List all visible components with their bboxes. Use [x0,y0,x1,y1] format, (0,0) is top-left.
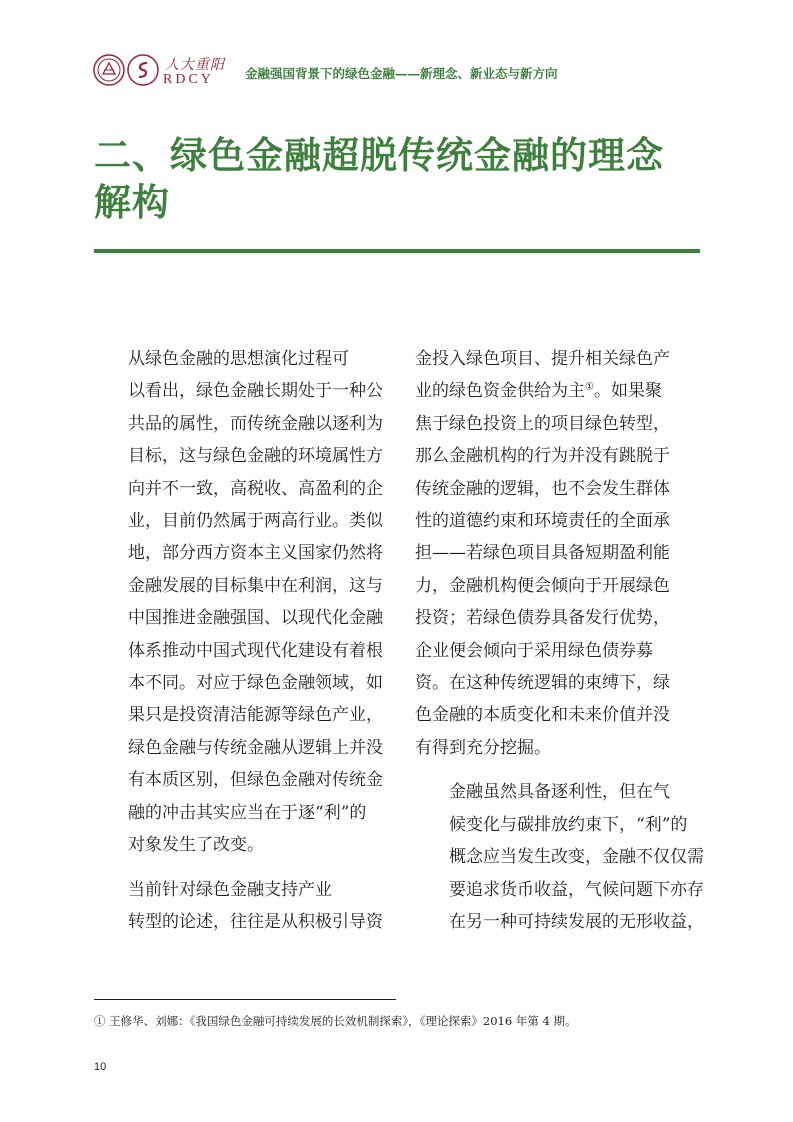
footnote: ① 王修华、刘娜：《我国绿色金融可持续发展的长效机制探索》，《理论探索》2016 年第 4 期。 [94,1014,577,1028]
text-fragment: 。如果聚 [593,381,662,402]
text-line: 业，目前仍然属于两高行业。类似 [128,511,383,532]
text-line: 企业便会倾向于采用绿色债券募 [415,640,653,661]
text-line: 概念应当发生改变，金融不仅仅需 [449,847,704,868]
university-seal-icon [93,54,125,86]
text-line: 有本质区别，但绿色金融对传统金 [128,770,383,791]
text-line: 力，金融机构便会倾向于开展绿色 [415,575,670,596]
text-line: 候变化与碳排放约束下，“利”的 [449,814,688,835]
text-line: 当前针对绿色金融支持产业 [128,879,332,900]
running-header-title: 金融强国背景下的绿色金融——新理念、新业态与新方向 [245,66,558,81]
text-line: 以看出，绿色金融长期处于一种公 [128,381,383,402]
logo-chinese-text: 人大重阳 [165,57,225,73]
right-column [415,343,703,938]
text-line: 果只是投资清洁能源等绿色产业， [128,705,383,726]
paragraph-2 [94,874,382,939]
section-title-line-2: 解构 [94,181,170,224]
text-line: 转型的论述，往往是从积极引导资 [128,911,383,932]
paragraph-3 [415,343,703,764]
text-line: 投资；若绿色债券具备发行优势， [415,608,670,629]
text-line: 从绿色金融的思想演化过程可 [128,349,349,369]
rdcy-emblem-icon [127,54,159,86]
section-title-line-1: 二、绿色金融超脱传统金融的理念 [94,134,664,177]
text-line: 本不同。对应于绿色金融领域，如 [128,673,383,694]
footnote-divider [94,999,396,1000]
text-line: 性的道德约束和环境责任的全面承 [415,511,670,532]
text-line [415,375,703,407]
text-line: 对象发生了改变。 [128,835,264,856]
section-title [94,132,704,226]
text-line: 中国推进金融强国、以现代化金融 [128,608,383,629]
text-line: 目标，这与绿色金融的环境属性方 [128,446,383,467]
text-line: 那么金融机构的行为并没有跳脱于 [415,446,670,467]
text-line: 绿色金融与传统金融从逻辑上并没 [128,737,383,758]
text-line: 传统金融的逻辑，也不会发生群体 [415,478,670,499]
text-line: 要追求货币收益，气候问题下亦存 [449,879,704,900]
page-number: 10 [94,1061,107,1073]
text-line: 体系推动中国式现代化建设有着根 [128,640,383,661]
text-line: 有得到充分挖掘。 [415,737,551,758]
page-header [93,52,703,96]
text-line: 色金融的本质变化和未来价值并没 [415,705,670,726]
left-column [94,343,382,938]
text-line: 金融虽然具备逐利性，但在气 [449,782,670,803]
text-line: 担——若绿色项目具备短期盈利能 [415,543,670,564]
text-line: 金融发展的目标集中在利润，这与 [128,575,383,596]
text-line: 焦于绿色投资上的项目绿色转型， [415,413,670,434]
text-line: 融的冲击其实应当在于逐“利”的 [128,802,367,823]
text-line: 资。在这种传统逻辑的束缚下，绿 [415,673,670,694]
text-line: 金投入绿色项目、提升相关绿色产 [415,349,670,369]
title-divider [94,249,700,253]
text-line: 地，部分西方资本主义国家仍然将 [128,543,383,564]
text-line: 在另一种可持续发展的无形收益， [449,911,704,932]
logo-wordmark [163,54,243,90]
text-line: 向并不一致，高税收、高盈利的企 [128,478,383,499]
logo-english-text: RDCY [163,72,214,87]
paragraph-4 [415,776,703,938]
paragraph-1 [94,343,382,862]
footnote-reference[interactable]: ① [585,381,594,393]
text-line: 共品的属性，而传统金融以逐利为 [128,413,383,434]
text-fragment: 业的绿色资金供给为主 [415,381,585,402]
